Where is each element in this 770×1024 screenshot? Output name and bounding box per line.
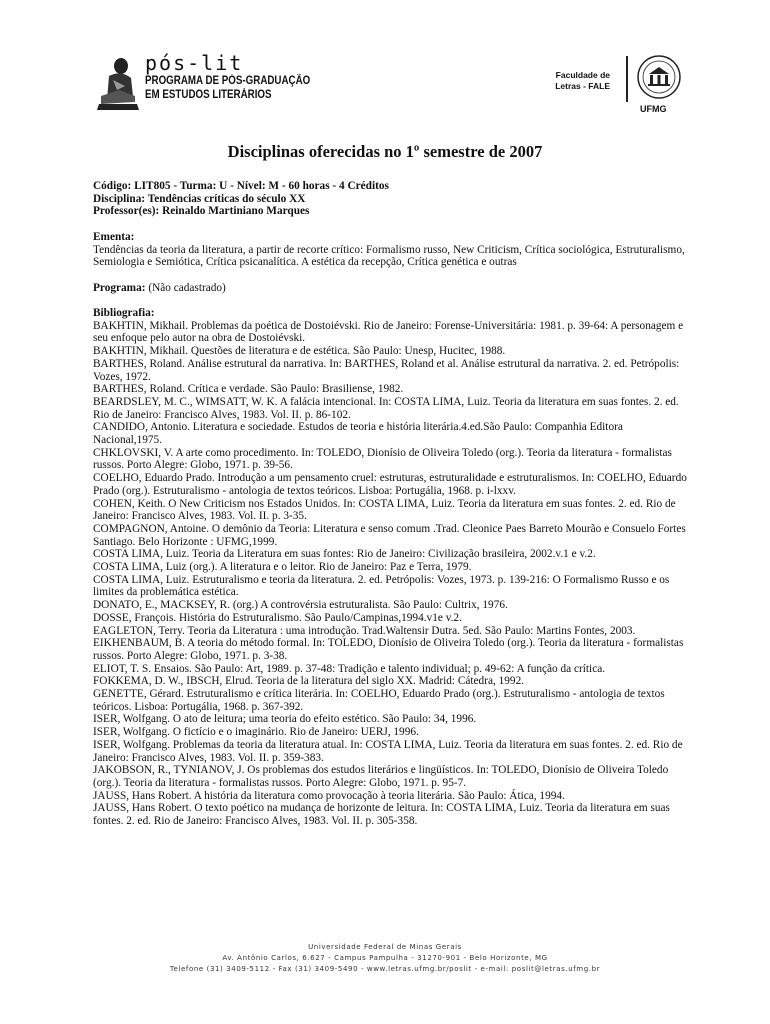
bibliography-entry: CHKLOVSKI, V. A arte como procedimento. In: TOLEDO, Dionísio de Oliveira Toledo (org.). Teoria da literatura - formalistas russos. Porto Alegre: Globo, 1971. p. 39-56. <box>93 446 672 472</box>
bibliography-entry: COELHO, Eduardo Prado. Introdução a um pensamento cruel: estruturas, estruturalidade e estruturalismos. In: COELHO, Eduardo Prado (org.). Estruturalismo - antologia de textos teóricos. Lisboa: Portugália, 1968. p. i-lxxv. <box>93 472 687 497</box>
bibliography-entry: ELIOT, T. S. Ensaios. São Paulo: Art, 1989. p. 37-48: Tradição e talento individual; p. 49-62: A função da crítica. <box>93 662 606 675</box>
poslit-logo <box>95 52 455 114</box>
bibliography-entry: JAKOBSON, R., TYNIANOV, J. Os problemas dos estudos literários e lingüísticos. In: TOLEDO, Dionísio de Oliveira Toledo (org.). Teoria da literatura - formalistas russos. Porto Alegre: Globo, 1971. p. 95-7. <box>93 764 669 789</box>
brand-name: pós-lit <box>145 51 244 75</box>
bibliography-entry: COMPAGNON, Antoine. O demônio da Teoria: Literatura e senso comum .Trad. Cleonice Paes Barreto Mourão e Consuelo Fortes Santiago. Belo Horizonte : UFMG,1999. <box>93 522 686 548</box>
ementa-text: Tendências da teoria da literatura, a partir de recorte crítico: Formalismo russo, New Criticism, Crítica sociológica, Estruturalismo, Semiologia e Semiótica, Crítica psicanalítica. A estética da recepção, Crítica genética e outras <box>93 243 685 269</box>
bibliography-entry: FOKKEMA, D. W., IBSCH, Elrud. Teoria de la literatura del siglo XX. Madrid: Cátedra, 1992. <box>93 675 525 688</box>
fale-ufmg-logo <box>548 52 688 122</box>
bibliography-entry: BARTHES, Roland. Crítica e verdade. São Paulo: Brasiliense, 1982. <box>93 383 404 396</box>
discipline-line: Disciplina: Tendências críticas do século XX <box>93 192 306 205</box>
bibliography-entry: BARTHES, Roland. Análise estrutural da narrativa. In: BARTHES, Roland et al. Análise estrutural da narrativa. 2. ed. Petrópolis: Vozes, 1972. <box>93 357 680 383</box>
bibliography-entry: BAKHTIN, Mikhail. Questões de literatura e de estética. São Paulo: Unesp, Hucitec, 1988. <box>93 345 506 358</box>
professor-line: Professor(es): Reinaldo Martiniano Marques <box>93 205 310 218</box>
university-acronym: UFMG <box>640 104 667 114</box>
bibliography-entry: DONATO, E., MACKSEY, R. (org.) A controvérsia estruturalista. São Paulo: Cultrix, 1976. <box>93 599 508 612</box>
bibliography-entry: ISER, Wolfgang. O fictício e o imaginário. Rio de Janeiro: UERJ, 1996. <box>93 726 419 739</box>
page-footer <box>0 942 770 975</box>
bibliography-entry: EAGLETON, Terry. Teoria da Literatura : uma introdução. Trad.Waltensir Dutra. 5ed. São Paulo: Martins Fontes, 2003. <box>93 624 636 637</box>
page-header <box>0 0 770 130</box>
bibliography-entry: BEARDSLEY, M. C., WIMSATT, W. K. A falácia intencional. In: COSTA LIMA, Luiz. Teoria da literatura em suas fontes. 2. ed. Rio de Janeiro: Francisco Alves, 1983. Vol. II. p. 86-102. <box>93 395 679 421</box>
faculty-line-2: Letras - FALE <box>555 81 610 91</box>
bibliography-list <box>93 320 693 828</box>
bibliography-entry: COSTA LIMA, Luiz (org.). A literatura e o leitor. Rio de Janeiro: Paz e Terra, 1979. <box>93 561 472 574</box>
bibliography-entry: ISER, Wolfgang. Problemas da teoria da literatura atual. In: COSTA LIMA, Luiz. Teoria da literatura em suas fontes. 2. ed. Rio de Janeiro: Francisco Alves, 1983. Vol. II. p. 359-383. <box>93 738 683 764</box>
ufmg-seal-icon <box>636 54 682 100</box>
bibliography-entry: JAUSS, Hans Robert. A história da literatura como provocação à teoria literária. São Paulo: Ática, 1994. <box>93 789 565 802</box>
bibliography-entry: JAUSS, Hans Robert. O texto poético na mudança de horizonte de leitura. In: COSTA LIMA, Luiz. Teoria da literatura em suas fontes. 2. ed. Rio de Janeiro: Francisco Alves, 1983. Vol. II. p. 305-358. <box>93 802 670 828</box>
bibliography-entry: ISER, Wolfgang. O ato de leitura; uma teoria do efeito estético. São Paulo: 34, 1996. <box>93 713 477 726</box>
program-line-2: EM ESTUDOS LITERÁRIOS <box>145 89 272 101</box>
footer-address: Av. Antônio Carlos, 6.627 - Campus Pampulha - 31270-901 - Belo Horizonte, MG <box>222 954 548 962</box>
footer-university: Universidade Federal de Minas Gerais <box>308 943 462 951</box>
faculty-name <box>555 70 610 92</box>
bibliografia-label: Bibliografia: <box>93 306 155 319</box>
logo-divider <box>626 56 628 102</box>
programa-label: Programa: <box>93 281 146 294</box>
reading-figure-icon <box>95 56 141 112</box>
bibliography-entry: COHEN, Keith. O New Criticism nos Estados Unidos. In: COSTA LIMA, Luiz. Teoria da literatura em suas fontes. 2. ed. Rio de Janeiro: Francisco Alves, 1983. Vol. II. p. 3-35. <box>93 497 676 523</box>
programa-value: (Não cadastrado) <box>148 281 226 294</box>
bibliography-entry: GENETTE, Gérard. Estruturalismo e crítica literária. In: COELHO, Eduardo Prado (org.). Estruturalismo - antologia de textos teóricos. Lisboa: Portugália, 1968. p. 367-392. <box>93 688 665 713</box>
bibliography-entry: COSTA LIMA, Luiz. Teoria da Literatura em suas fontes: Rio de Janeiro: Civilização brasileira, 2002.v.1 e v.2. <box>93 548 596 561</box>
page-title: Disciplinas oferecidas no 1º semestre de 2007 <box>227 142 543 161</box>
bibliography-entry: COSTA LIMA, Luiz. Estruturalismo e teoria da literatura. 2. ed. Petrópolis: Vozes, 1973. p. 139-216: O Formalismo Russo e os limites da problemática estética. <box>93 573 670 599</box>
bibliography-entry: DOSSE, François. História do Estruturalismo. São Paulo/Campinas,1994.v1e v.2. <box>93 611 462 624</box>
programa-line <box>93 282 693 295</box>
code-line: Código: LIT805 - Turma: U - Nível: M - 60 horas - 4 Créditos <box>93 180 389 192</box>
faculty-line-1: Faculdade de <box>555 70 610 80</box>
program-line-1: PROGRAMA DE PÓS-GRADUAÇÃO <box>145 75 311 87</box>
bibliography-entry: BAKHTIN, Mikhail. Problemas da poética de Dostoiévski. Rio de Janeiro: Forense-Universitária: 1981. p. 39-64: A personagem e seu enfoque pelo autor na obra de Dostoiévski. <box>93 319 684 345</box>
bibliography-entry: CANDIDO, Antonio. Literatura e sociedade. Estudos de teoria e história literária.4.ed.São Paulo: Companhia Editora Nacional,1975. <box>93 421 623 447</box>
ementa-label: Ementa: <box>93 230 135 243</box>
bibliography-entry: EIKHENBAUM, B. A teoria do método formal. In: TOLEDO, Dionísio de Oliveira Toledo (org.). Teoria da literatura - formalistas russos. Porto Alegre: Globo, 1971. p. 3-38. <box>93 637 684 662</box>
footer-contact: Telefone (31) 3409-5112 - Fax (31) 3409-5490 - www.letras.ufmg.br/poslit - e-mail: poslit@letras.ufmg.br <box>169 965 601 973</box>
document-body <box>93 180 693 828</box>
